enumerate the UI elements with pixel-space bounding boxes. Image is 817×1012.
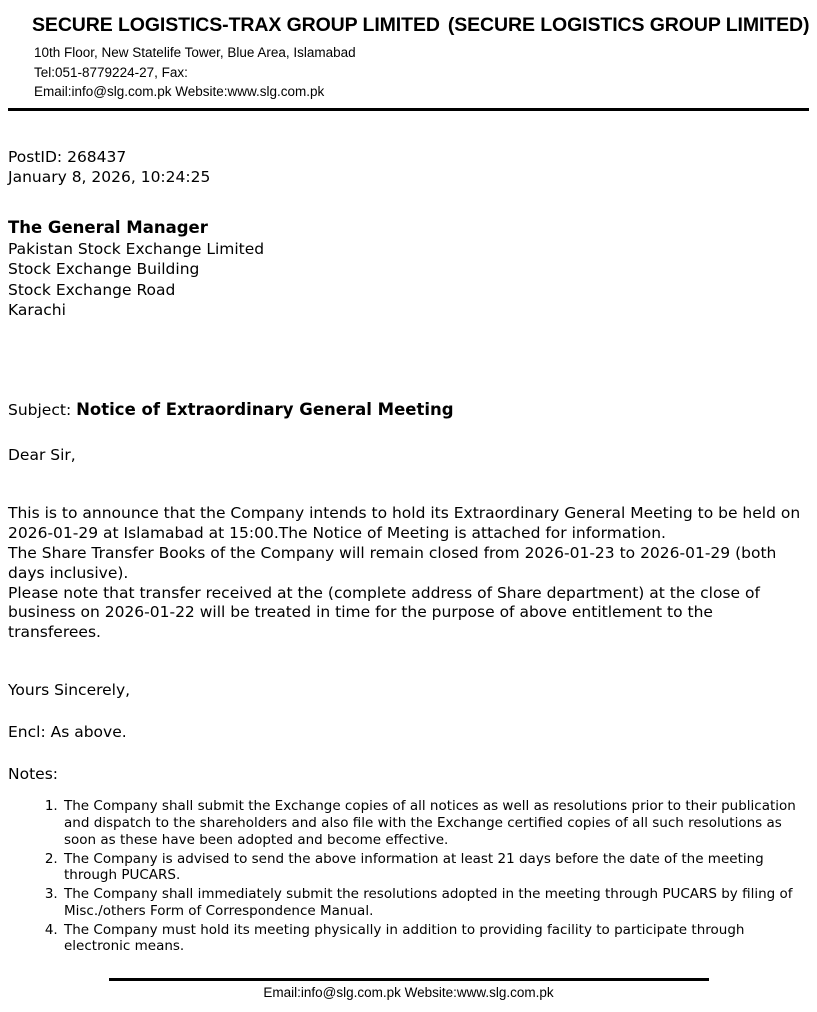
list-item: 4. The Company must hold its meeting physically in addition to providing facility to participate through electronic means. bbox=[62, 922, 805, 955]
notes-list bbox=[8, 798, 805, 955]
subject-label: Subject: bbox=[8, 400, 72, 419]
document-body bbox=[0, 147, 817, 955]
recipient-line-4: Karachi bbox=[8, 301, 66, 320]
document-footer bbox=[0, 978, 817, 1000]
footer-text: Email:info@slg.com.pk Website:www.slg.com.pk bbox=[263, 985, 554, 1000]
address-line: 10th Floor, New Statelife Tower, Blue Area, Islamabad bbox=[34, 45, 356, 60]
footer-divider bbox=[109, 978, 709, 981]
closing-line: Yours Sincerely, bbox=[8, 681, 131, 699]
company-alt-name: (SECURE LOGISTICS GROUP LIMITED) bbox=[447, 14, 810, 36]
recipient-title: The General Manager bbox=[8, 217, 208, 237]
body-paragraphs bbox=[8, 504, 805, 643]
recipient-line-3: Stock Exchange Road bbox=[8, 280, 176, 299]
document-meta bbox=[8, 147, 805, 187]
letterhead-address bbox=[32, 43, 809, 102]
body-paragraph-2: The Share Transfer Books of the Company will remain closed from 2026-01-23 to 2026-01-29 (both days inclusive). bbox=[8, 543, 777, 582]
post-id: PostID: 268437 bbox=[8, 147, 127, 166]
enclosure-line: Encl: As above. bbox=[8, 722, 127, 741]
company-name: SECURE LOGISTICS-TRAX GROUP LIMITED bbox=[32, 14, 440, 36]
body-paragraph-1: This is to announce that the Company intends to hold its Extraordinary General Meeting to be held on 2026-01-29 at Islamabad at 15:00.The Notice of Meeting is attached for information. bbox=[8, 504, 801, 543]
body-paragraph-3: Please note that transfer received at the (complete address of Share department) at the close of business on 2026-01-22 will be treated in time for the purpose of above entitlement to the transferees. bbox=[8, 583, 760, 642]
contact-line: Tel:051-8779224-27, Fax: bbox=[34, 64, 188, 80]
company-header bbox=[32, 14, 809, 37]
list-item: 2. The Company is advised to send the above information at least 21 days before the date of the meeting through PUCARS. bbox=[62, 851, 805, 884]
subject-line bbox=[8, 399, 805, 421]
subject-value: Notice of Extraordinary General Meeting bbox=[76, 399, 454, 419]
recipient-block bbox=[8, 217, 805, 321]
list-item: 3. The Company shall immediately submit the resolutions adopted in the meeting through PUCARS by filing of Misc./others Form of Correspondence Manual. bbox=[62, 886, 805, 919]
letterhead bbox=[8, 0, 809, 111]
spacer bbox=[8, 321, 805, 399]
recipient-line-1: Pakistan Stock Exchange Limited bbox=[8, 239, 265, 258]
salutation: Dear Sir, bbox=[8, 446, 76, 465]
list-item: 1. The Company shall submit the Exchange copies of all notices as well as resolutions prior to their publication and dispatch to the shareholders and also file with the Exchange certified copies of all such resolutions as soon as these have been adopted and become effective. bbox=[62, 798, 805, 848]
post-datetime: January 8, 2026, 10:24:25 bbox=[8, 167, 211, 186]
email-website-line: Email:info@slg.com.pk Website:www.slg.com.pk bbox=[34, 84, 325, 100]
recipient-line-2: Stock Exchange Building bbox=[8, 260, 200, 279]
notes-label: Notes: bbox=[8, 764, 58, 783]
